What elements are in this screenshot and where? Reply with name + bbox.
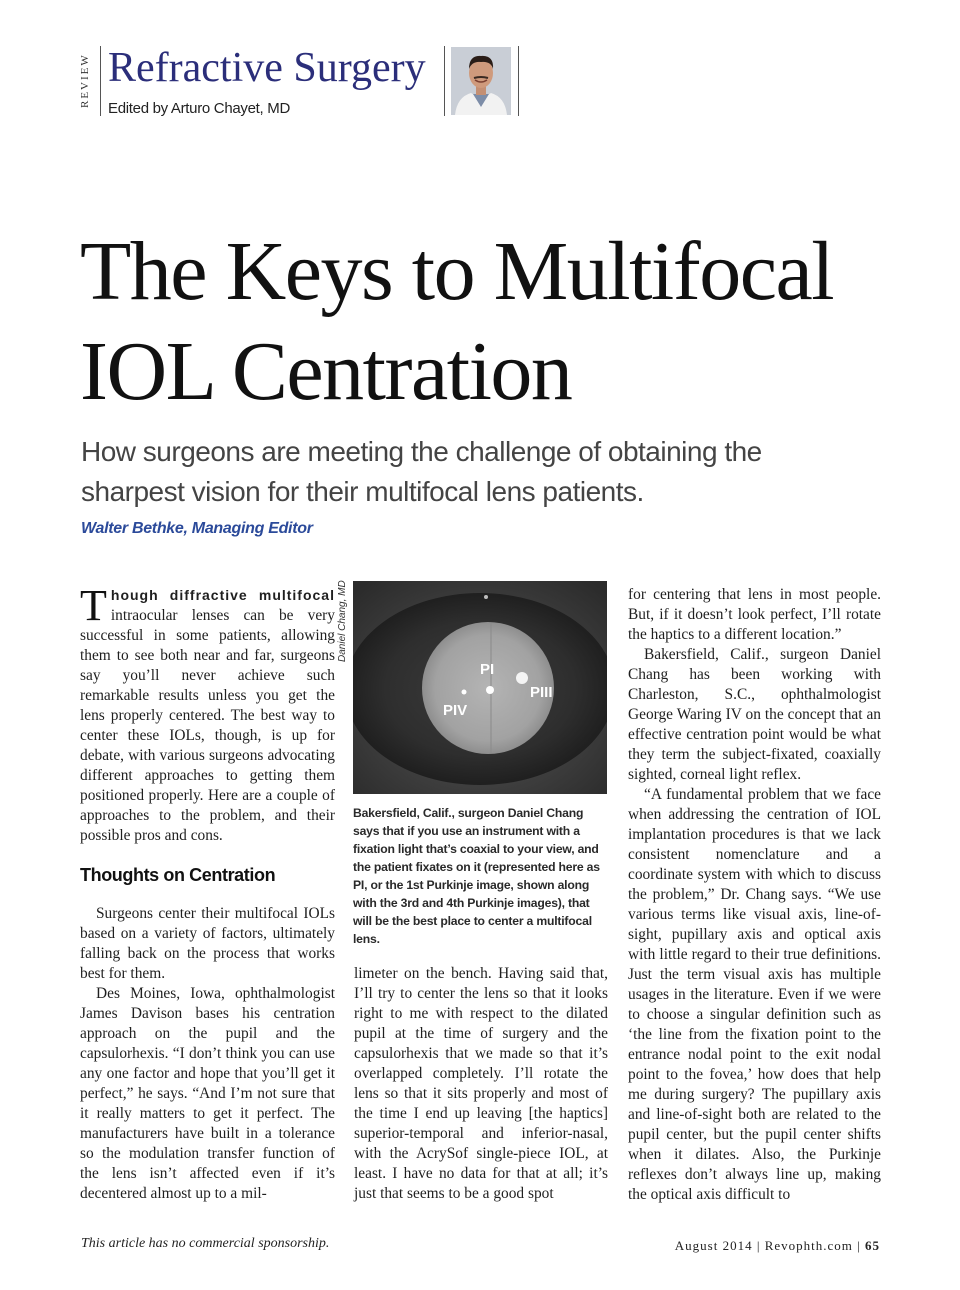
article-headline <box>80 222 900 422</box>
department-title: Refractive Surgery <box>108 45 426 91</box>
section-subhead: Thoughts on Centration <box>80 865 276 885</box>
purkinje-label-pi: PI <box>480 661 495 678</box>
photo-credit: Daniel Chang, MD <box>337 580 348 662</box>
body-paragraph: Des Moines, Iowa, ophthalmologist James Davison bases his centration approach on the pupil and the capsulorhexis. “I don’t think you can use any one factor and hope that you’ll get it perfect,” he says. “And I’m not sure that it really matters to get it perfect. The manufacturers have built in a tolerance so the modulation transfer function of the lens isn’t affected even if it’s decentered almost up to a mil- <box>80 985 335 1202</box>
eye-purkinje-image <box>353 581 607 794</box>
deck-line: sharpest vision for their multifocal lens patients. <box>81 476 644 507</box>
body-paragraph <box>80 581 335 846</box>
department-editor: Edited by Arturo Chayet, MD <box>108 100 290 117</box>
sponsorship-note: This article has no commercial sponsorship. <box>81 1236 330 1251</box>
body-paragraph: for centering that lens in most people. But, if it doesn’t look perfect, I’ll rotate the haptics to a different location.” <box>628 586 881 643</box>
folio-date-site: August 2014 | Revophth.com | <box>674 1238 861 1253</box>
department-label: REVIEW <box>79 53 91 109</box>
body-paragraph: Surgeons center their multifocal IOLs based on a variety of factors, ultimately falling back on the process that works best for them. <box>80 905 335 982</box>
page-number: 65 <box>865 1238 880 1253</box>
article-deck <box>81 432 881 512</box>
purkinje-label-piv: PIV <box>443 702 468 719</box>
headline-line: The Keys to Multifocal <box>80 225 834 318</box>
body-column-3 <box>628 585 881 1205</box>
editor-portrait-image <box>451 47 511 115</box>
deck-line: How surgeons are meeting the challenge of obtaining the <box>81 436 762 467</box>
eye-figure <box>353 581 607 794</box>
editor-photo <box>451 47 511 115</box>
body-column-1-continued <box>80 904 335 1204</box>
body-column-1 <box>80 581 335 846</box>
page-folio <box>675 1238 880 1254</box>
paragraph-text: intraocular lenses can be very successful in some patients, allowing them to see both near and far, surgeons say you’ll never achieve such remarkable results unless you get the lens properly centered. The best way to center these IOLs, though, is up for debate, with various surgeons advocating different approaches to getting them positioned properly. Here are a couple of approaches to the problem, and their possible pros and cons. <box>80 607 335 844</box>
body-paragraph: limeter on the bench. Having said that, I’ll try to center the lens so that it looks right to me with respect to the dilated pupil at the time of surgery and the capsulorhexis that we made so that it’s overlapped completely. I’ll rotate the lens so that it sits properly and most of the time I end up leaving [the haptics] superior-temporal and inferior-nasal, with the AcrySof single-piece IOL, at least. I have no data for that at all; it’s just that seems to be a good spot <box>354 965 608 1202</box>
lead-in: hough diffractive multifocal <box>110 587 335 603</box>
body-paragraph: “A fundamental problem that we face when addressing the centration of IOL implantation procedures is that we lack consistent nomenclature and a coordinate system with which to discuss the problem,” Dr. Chang says. “We use various terms like visual axis, line-of-sight, pupillary axis and optical axis with little regard to their true definitions. Just the term visual axis has multiple usages in the literature. Even if we were to choose a singular definition such as ‘the line from the fixation point to the entrance nodal point to the exit nodal point to the fovea,’ how does that help me during surgery? The pupillary axis and line-of-sight both are related to the pupil center, but the pupil center shifts when it dilates. Also, the Purkinje reflexes don’t always line up, making the optical axis difficult to <box>628 786 881 1203</box>
header-divider <box>518 46 519 116</box>
body-paragraph: Bakersfield, Calif., surgeon Daniel Chang has been working with Charleston, S.C., ophthalmologist George Waring IV on the concept that an effective centration point would be what they term the subject-fixated, coaxially sighted, corneal light reflex. <box>628 646 881 783</box>
body-column-2 <box>354 964 608 1204</box>
header-divider <box>444 46 445 116</box>
figure-caption: Bakersfield, Calif., surgeon Daniel Chang says that if you use an instrument with a fixation light that’s coaxial to your view, and the patient fixates on it (represented here as PI, or the 1st Purkinje image, shown along with the 3rd and 4th Purkinje images), that will be the best place to center a multifocal lens. <box>353 806 600 946</box>
headline-line: IOL Centration <box>80 325 572 418</box>
purkinje-label-piii: PIII <box>530 684 553 701</box>
header-divider <box>100 46 101 116</box>
byline: Walter Bethke, Managing Editor <box>81 520 313 537</box>
drop-cap: T <box>80 581 107 630</box>
